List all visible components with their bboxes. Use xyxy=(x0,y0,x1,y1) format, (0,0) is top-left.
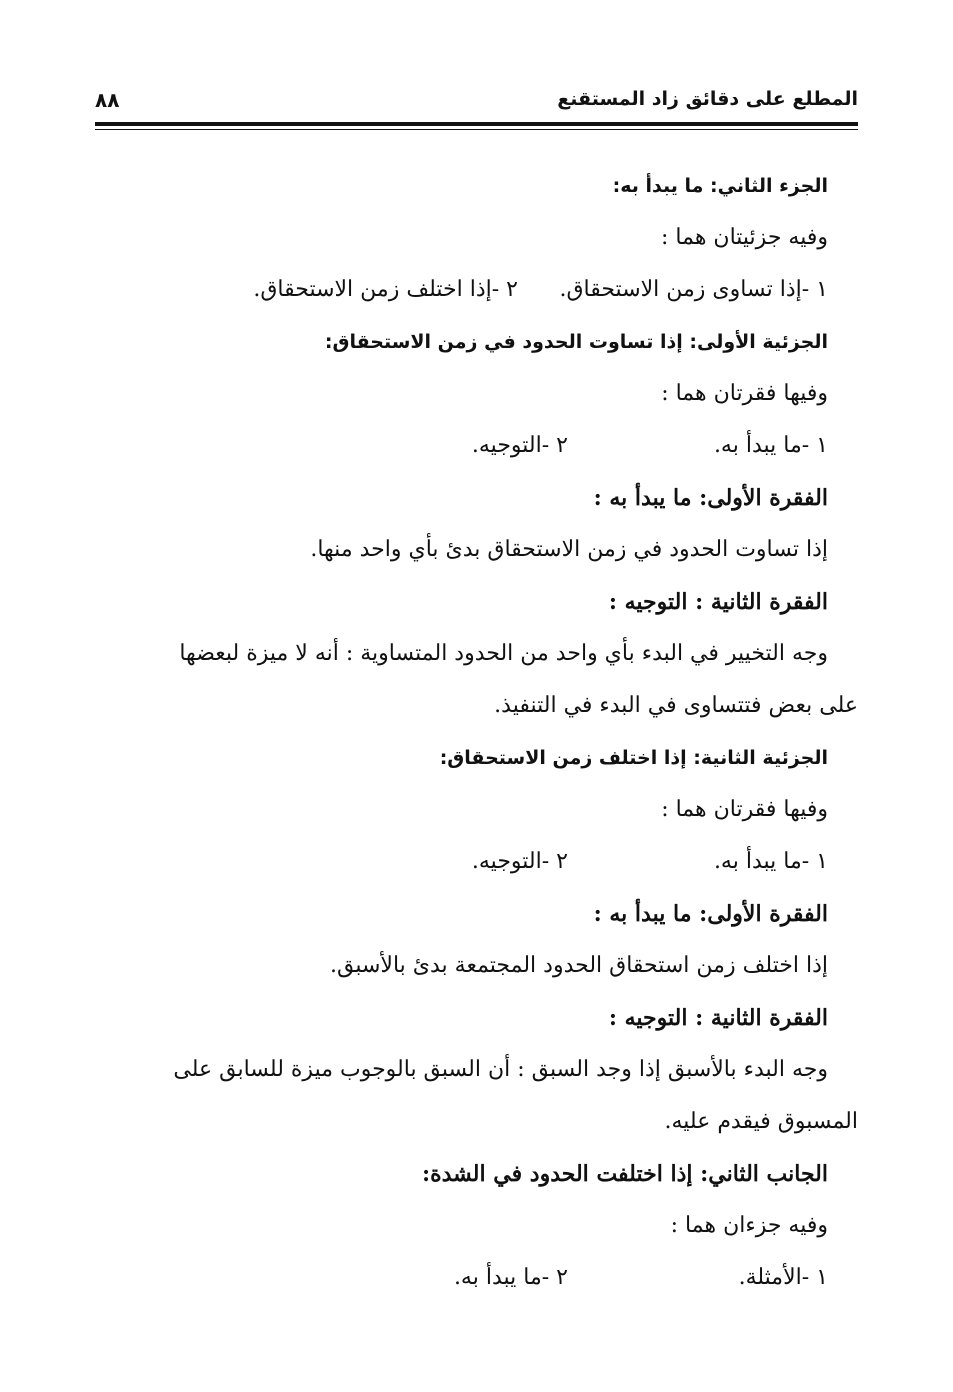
paragraph: إذا اختلف زمن استحقاق الحدود المجتمعة بدئ بالأسبق. xyxy=(330,953,828,978)
heading-subpart-one: الجزئية الأولى: إذا تساوت الحدود في زمن الاستحقاق: xyxy=(324,331,828,353)
list-item: ١ -ما يبدأ به. xyxy=(713,849,828,874)
list-row xyxy=(95,1252,828,1304)
paragraph: وجه التخيير في البدء بأي واحد من الحدود المتساوية : أنه لا ميزة لبعضها xyxy=(179,641,828,666)
list-item: ٢ -ما يبدأ به. xyxy=(453,1265,568,1290)
paragraph-continuation: المسبوق فيقدم عليه. xyxy=(664,1109,858,1134)
heading-side-two: الجانب الثاني: إذا اختلفت الحدود في الشدة: xyxy=(421,1161,828,1187)
heading-paragraph-one: الفقرة الأولى: ما يبدأ به : xyxy=(593,485,828,511)
paragraph: وفيها فقرتان هما : xyxy=(661,381,828,406)
paragraph: وجه البدء بالأسبق إذا وجد السبق : أن السبق بالوجوب ميزة للسابق على xyxy=(173,1057,828,1082)
header-rule-thin xyxy=(95,129,858,130)
list-row xyxy=(95,264,828,316)
paragraph: وفيه جزئيتان هما : xyxy=(661,225,828,250)
page-number: ٨٨ xyxy=(95,88,120,112)
list-item: ٢ -التوجيه. xyxy=(471,433,568,458)
paragraph-continuation: على بعض فتتساوى في البدء في التنفيذ. xyxy=(494,693,858,718)
heading-paragraph-one: الفقرة الأولى: ما يبدأ به : xyxy=(593,901,828,927)
paragraph: وفيه جزءان هما : xyxy=(670,1213,828,1238)
list-item: ٢ -إذا اختلف زمن الاستحقاق. xyxy=(253,277,518,302)
paragraph: وفيها فقرتان هما : xyxy=(661,797,828,822)
paragraph: إذا تساوت الحدود في زمن الاستحقاق بدئ بأي واحد منها. xyxy=(310,537,828,562)
list-item: ١ -ما يبدأ به. xyxy=(713,433,828,458)
list-item: ١ -الأمثلة. xyxy=(738,1265,828,1290)
heading-paragraph-two: الفقرة الثانية : التوجيه : xyxy=(608,1005,828,1031)
header-rule-thick xyxy=(95,122,858,126)
book-title: المطلع على دقائق زاد المستقنع xyxy=(557,88,858,110)
list-row xyxy=(95,420,828,472)
heading-paragraph-two: الفقرة الثانية : التوجيه : xyxy=(608,589,828,615)
list-item: ١ -إذا تساوى زمن الاستحقاق. xyxy=(559,277,828,302)
list-row xyxy=(95,836,828,888)
running-header xyxy=(95,88,858,118)
heading-subpart-two: الجزئية الثانية: إذا اختلف زمن الاستحقاق: xyxy=(439,747,828,769)
heading-part-two: الجزء الثاني: ما يبدأ به: xyxy=(612,175,828,197)
list-item: ٢ -التوجيه. xyxy=(471,849,568,874)
page-body xyxy=(95,160,858,1304)
